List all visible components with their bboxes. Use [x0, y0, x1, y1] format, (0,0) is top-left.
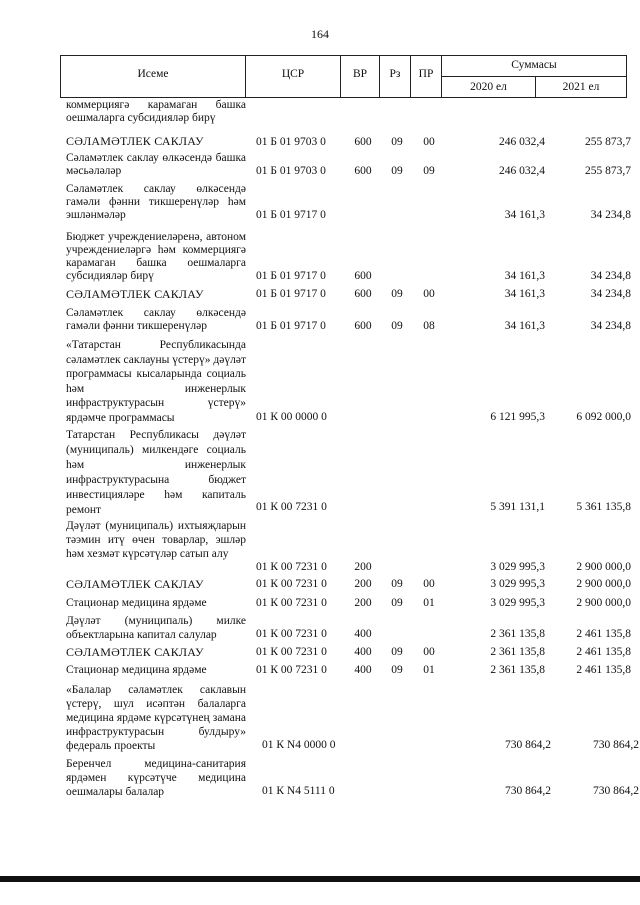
row-csr: 01 Б 01 9717 0	[256, 288, 326, 300]
row-pr: 00	[423, 136, 435, 148]
row-pr: 09	[423, 165, 435, 177]
row-name: Бюджет учреждениеләренә, автоном учреждениеләргә һәм коммерциягә карамаган башка оешмаларга субсидияләр бирү	[66, 231, 246, 282]
row-name: СӘЛАМӘТЛЕК САКЛАУ	[66, 577, 204, 591]
row-2021: 255 873,7	[585, 136, 631, 148]
row-vr: 600	[354, 270, 372, 282]
page-number: 164	[311, 27, 329, 41]
row-2021: 2 461 135,8	[576, 628, 631, 640]
row-name: Стационар медицина ярдәме	[66, 664, 207, 676]
table-row	[66, 338, 631, 426]
row-2020: 34 161,3	[504, 209, 545, 221]
header-top-border	[60, 55, 626, 56]
row-name: Стационар медицина ярдәме	[66, 597, 207, 609]
row-name: Дәүләт (муниципаль) милке объектларына капитал салулар	[66, 615, 246, 641]
row-2020: 246 032,4	[499, 136, 545, 148]
row-name: коммерциягә карамаган башка оешмаларга субсидияләр бирү	[66, 99, 246, 124]
row-name: Беренчел медицина-санитария ярдәмен күрсәтүче медицина оешмалары балалар	[66, 758, 246, 798]
row-rz: 09	[391, 646, 403, 658]
row-vr: 200	[354, 561, 372, 573]
header-sums: Суммасы	[511, 59, 557, 71]
row-2020: 34 161,3	[504, 320, 545, 332]
table-row	[66, 428, 631, 516]
row-2020: 3 029 995,3	[490, 561, 545, 573]
header-csr: ЦСР	[281, 68, 305, 80]
row-2020: 3 029 995,3	[490, 578, 545, 590]
header-pr: ПР	[418, 68, 434, 80]
row-vr: 600	[354, 165, 372, 177]
row-rz: 09	[391, 136, 403, 148]
row-2020: 2 361 135,8	[490, 646, 545, 658]
table-row	[66, 664, 631, 678]
row-rz: 09	[391, 288, 403, 300]
row-2021: 34 234,8	[590, 270, 631, 282]
table-row	[66, 99, 626, 125]
row-csr: 01 Б 01 9703 0	[256, 136, 326, 148]
row-csr: 01 Б 01 9717 0	[256, 320, 326, 332]
row-vr: 600	[354, 320, 372, 332]
row-2021: 34 234,8	[590, 209, 631, 221]
row-pr: 00	[423, 646, 435, 658]
row-2020: 34 161,3	[504, 288, 545, 300]
row-2020: 2 361 135,8	[490, 664, 545, 676]
table-row	[66, 614, 631, 642]
row-name: «Татарстан Республикасында сәламәтлек саклауны үстерү» дәүләт программасы кысаларында социаль һәм инженерлык инфраструктурасын үстерү» ярдәмче программасы	[66, 339, 246, 424]
header-right-border	[626, 55, 627, 98]
row-2020: 6 121 995,3	[490, 411, 545, 423]
table-row	[66, 183, 631, 222]
row-csr: 01 К 00 7231 0	[256, 628, 327, 640]
row-vr: 600	[354, 136, 372, 148]
table-row	[66, 757, 639, 799]
header-vr: ВР	[352, 68, 368, 80]
row-2020: 34 161,3	[504, 270, 545, 282]
table-row	[66, 231, 631, 283]
header-sums-divider	[441, 76, 626, 77]
row-vr: 400	[354, 646, 372, 658]
row-2021: 2 900 000,0	[576, 578, 631, 590]
row-2021: 2 461 135,8	[576, 664, 631, 676]
row-vr: 200	[354, 578, 372, 590]
scan-edge-bar	[0, 876, 640, 882]
row-2021: 34 234,8	[590, 320, 631, 332]
row-2021: 5 361 135,8	[576, 501, 631, 513]
header-bottom-border	[60, 97, 626, 98]
row-csr: 01 К 00 7231 0	[256, 597, 327, 609]
table-row	[66, 577, 631, 592]
table-row	[66, 645, 631, 660]
table-row	[66, 152, 631, 178]
row-rz: 09	[391, 320, 403, 332]
row-pr: 00	[423, 288, 435, 300]
table-row	[66, 287, 631, 302]
row-name: Дәүләт (муниципаль) ихтыяҗларын тәэмин итү өчен товарлар, эшләр һәм хезмәт күрсәтүләр сатып алу	[66, 520, 246, 560]
table-row	[66, 683, 639, 753]
row-2020: 730 864,2	[505, 739, 551, 751]
row-name: СӘЛАМӘТЛЕК САКЛАУ	[66, 287, 204, 301]
row-vr: 400	[354, 628, 372, 640]
table-row	[66, 134, 631, 148]
row-2020: 3 029 995,3	[490, 597, 545, 609]
row-csr: 01 Б 01 9703 0	[256, 165, 326, 177]
row-2020: 246 032,4	[499, 165, 545, 177]
header-name: Исеме	[137, 68, 169, 80]
row-rz: 09	[391, 597, 403, 609]
row-csr: 01 Б 01 9717 0	[256, 209, 326, 221]
row-csr: 01 Б 01 9717 0	[256, 270, 326, 282]
row-2021: 2 900 000,0	[576, 561, 631, 573]
row-2021: 34 234,8	[590, 288, 631, 300]
row-csr: 01 К 00 7231 0	[256, 561, 327, 573]
row-2021: 730 864,2	[593, 785, 639, 797]
row-rz: 09	[391, 165, 403, 177]
row-csr: 01 К 00 7231 0	[256, 646, 327, 658]
row-csr: 01 К 00 7231 0	[256, 664, 327, 676]
row-csr: 01 К 00 7231 0	[256, 501, 327, 513]
row-2020: 2 361 135,8	[490, 628, 545, 640]
row-vr: 600	[354, 288, 372, 300]
row-pr: 01	[423, 664, 435, 676]
row-2020: 730 864,2	[505, 785, 551, 797]
row-name: «Балалар сәламәтлек саклавын үстерү, шул исәптән балаларга медицина ярдәме күрсәтүнең замана инфраструктурасын булдыру» федераль проекты	[66, 684, 246, 752]
row-csr: 01 К 00 0000 0	[256, 411, 327, 423]
row-2021: 2 900 000,0	[576, 597, 631, 609]
row-2021: 2 461 135,8	[576, 646, 631, 658]
row-2021: 730 864,2	[593, 739, 639, 751]
row-csr: 01 К 00 7231 0	[256, 578, 327, 590]
row-vr: 200	[354, 597, 372, 609]
row-rz: 09	[391, 664, 403, 676]
row-name: СӘЛАМӘТЛЕК САКЛАУ	[66, 645, 204, 659]
row-name: Сәламәтлек саклау өлкәсендә башка мәсьәләләр	[66, 152, 246, 177]
row-pr: 08	[423, 320, 435, 332]
header-2021: 2021 ел	[562, 81, 600, 93]
row-pr: 00	[423, 578, 435, 590]
row-name: Сәламәтлек саклау өлкәсендә гамәли фәнни тикшеренүләр һәм эшләнмәләр	[66, 183, 246, 221]
table-row	[66, 597, 631, 611]
header-rz: Рз	[389, 68, 401, 80]
row-name: СӘЛАМӘТЛЕК САКЛАУ	[66, 134, 204, 148]
row-csr: 01 К N4 5111 0	[262, 785, 335, 797]
table-row	[66, 519, 631, 575]
row-csr: 01 К N4 0000 0	[262, 739, 336, 751]
row-pr: 01	[423, 597, 435, 609]
row-vr: 400	[354, 664, 372, 676]
table-row	[66, 307, 631, 333]
header-2020: 2020 ел	[470, 81, 507, 93]
row-2021: 6 092 000,0	[576, 411, 631, 423]
row-2021: 255 873,7	[585, 165, 631, 177]
row-name: Сәламәтлек саклау өлкәсендә гамәли фәнни тикшеренүләр	[66, 307, 246, 332]
row-name: Татарстан Республикасы дәүләт (муниципаль) милкендәге социаль һәм инженерлык инфраструктурасына бюджет инвестицияләре һәм капиталь ремонт	[66, 429, 246, 516]
row-rz: 09	[391, 578, 403, 590]
row-2020: 5 391 131,1	[490, 501, 545, 513]
